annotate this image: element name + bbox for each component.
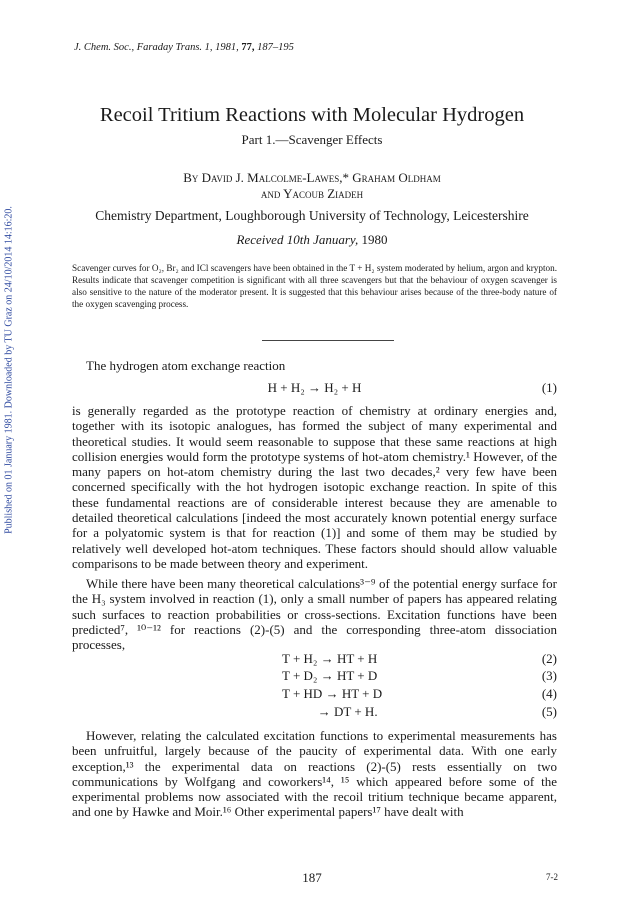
equation-1	[72, 380, 557, 396]
journal-pages: 187–195	[257, 42, 294, 53]
author-list	[0, 170, 624, 202]
journal-citation	[74, 42, 294, 53]
received-date	[0, 232, 624, 248]
equation-5	[72, 704, 557, 720]
sidebar-text: Published on 01 January 1981. Downloaded by TU Graz on 24/10/2014 14:16:20.	[3, 206, 15, 534]
equation-3-number: (3)	[541, 668, 557, 683]
journal-year: 1981,	[215, 42, 239, 53]
received-year: 1980	[361, 232, 388, 247]
body-paragraph-2: is generally regarded as the prototype reaction of chemistry at ordinary energies and, together with its isotopic analogues, has formed the subject of many experimental and theoretical studies. It would seem reasonable to suppose that these same reactions at high collision energies would form the prototype systems of hot-atom chemistry.¹ However, of the many papers on hot-atom chemistry during the last two decades,² very few have been concerned specifically with the hot hydrogen isotopic exchange reaction. In spite of this these fundamental reactions are of considerable interest because they are amenable to detailed theoretical calculations [indeed the most accurately known potential energy surface for a polyatomic system is that for reaction (1)] and some of them may be studied by relatively well developed hot-atom techniques. These factors should should allow valuable comparisons to be made between theory and experiment.	[72, 403, 557, 571]
received-day: 10th January,	[286, 232, 359, 247]
page-number: 187	[302, 870, 322, 885]
equation-1-expression: H + H₂ → H₂ + H	[267, 380, 362, 395]
corner-mark: 7-2	[546, 872, 558, 882]
equation-4-expression: T + HD → HT + D	[282, 686, 383, 701]
equation-4-number: (4)	[541, 686, 557, 701]
paper-title: Recoil Tritium Reactions with Molecular Hydrogen	[99, 104, 525, 126]
abstract: Scavenger curves for O₂, Br₂ and ICl scavengers have been obtained in the T + H₂ system moderated by helium, argon and krypton. Results indicate that scavenger competition is significant with all three scavengers but that the behaviour of oxygen scavenger is also sensitive to the nature of the moderator present. It is suggested that this behaviour arises because of the three-body nature of the oxygen scavenging process.	[72, 263, 557, 309]
equation-2-number: (2)	[541, 651, 557, 666]
equation-3	[72, 668, 557, 684]
received-prefix: Received	[236, 232, 284, 247]
equation-3-expression: T + D₂ → HT + D	[282, 668, 378, 683]
journal-volume: 77,	[241, 42, 255, 53]
body-paragraph-4: However, relating the calculated excitation functions to experimental measurements has been unfruitful, largely because of the paucity of experimental data. With one early exception,¹³ the experimental data on reactions (2)-(5) rests essentially on two communications by Wolfgang and coworkers¹⁴, ¹⁵ which appeared before some of the experimental problems now associated with the recoil tritium technique became apparent, and one by Hawke and Moir.¹⁶ Other experimental papers¹⁷ have dealt with	[72, 728, 557, 820]
equation-4	[72, 686, 557, 702]
affiliation: Chemistry Department, Loughborough University of Technology, Leicestershire	[95, 208, 529, 223]
body-paragraph-3: While there have been many theoretical calculations³⁻⁹ of the potential energy surface for the H₃ system involved in reaction (1), only a small number of papers has appeared relating such surfaces to reaction probabilities or cross-sections. Excitation functions have been predicted⁷, ¹⁰⁻¹² for reactions (2)-(5) and the corresponding three-atom dissociation processes,	[72, 576, 557, 653]
body-paragraph-1: The hydrogen atom exchange reaction	[86, 358, 286, 373]
equation-1-number: (1)	[541, 380, 557, 395]
journal-name: J. Chem. Soc., Faraday Trans. 1,	[74, 42, 213, 53]
authors-line-2: and Yacoub Ziadeh	[260, 186, 364, 201]
authors-line-1: By David J. Malcolme-Lawes,* Graham Oldham	[183, 170, 441, 185]
equation-2	[72, 651, 557, 667]
equation-2-expression: T + H₂ → HT + H	[282, 651, 378, 666]
paper-subtitle: Part 1.—Scavenger Effects	[241, 132, 383, 147]
section-divider	[262, 340, 394, 341]
equation-5-expression: → DT + H.	[282, 704, 378, 719]
equation-5-number: (5)	[541, 704, 557, 719]
